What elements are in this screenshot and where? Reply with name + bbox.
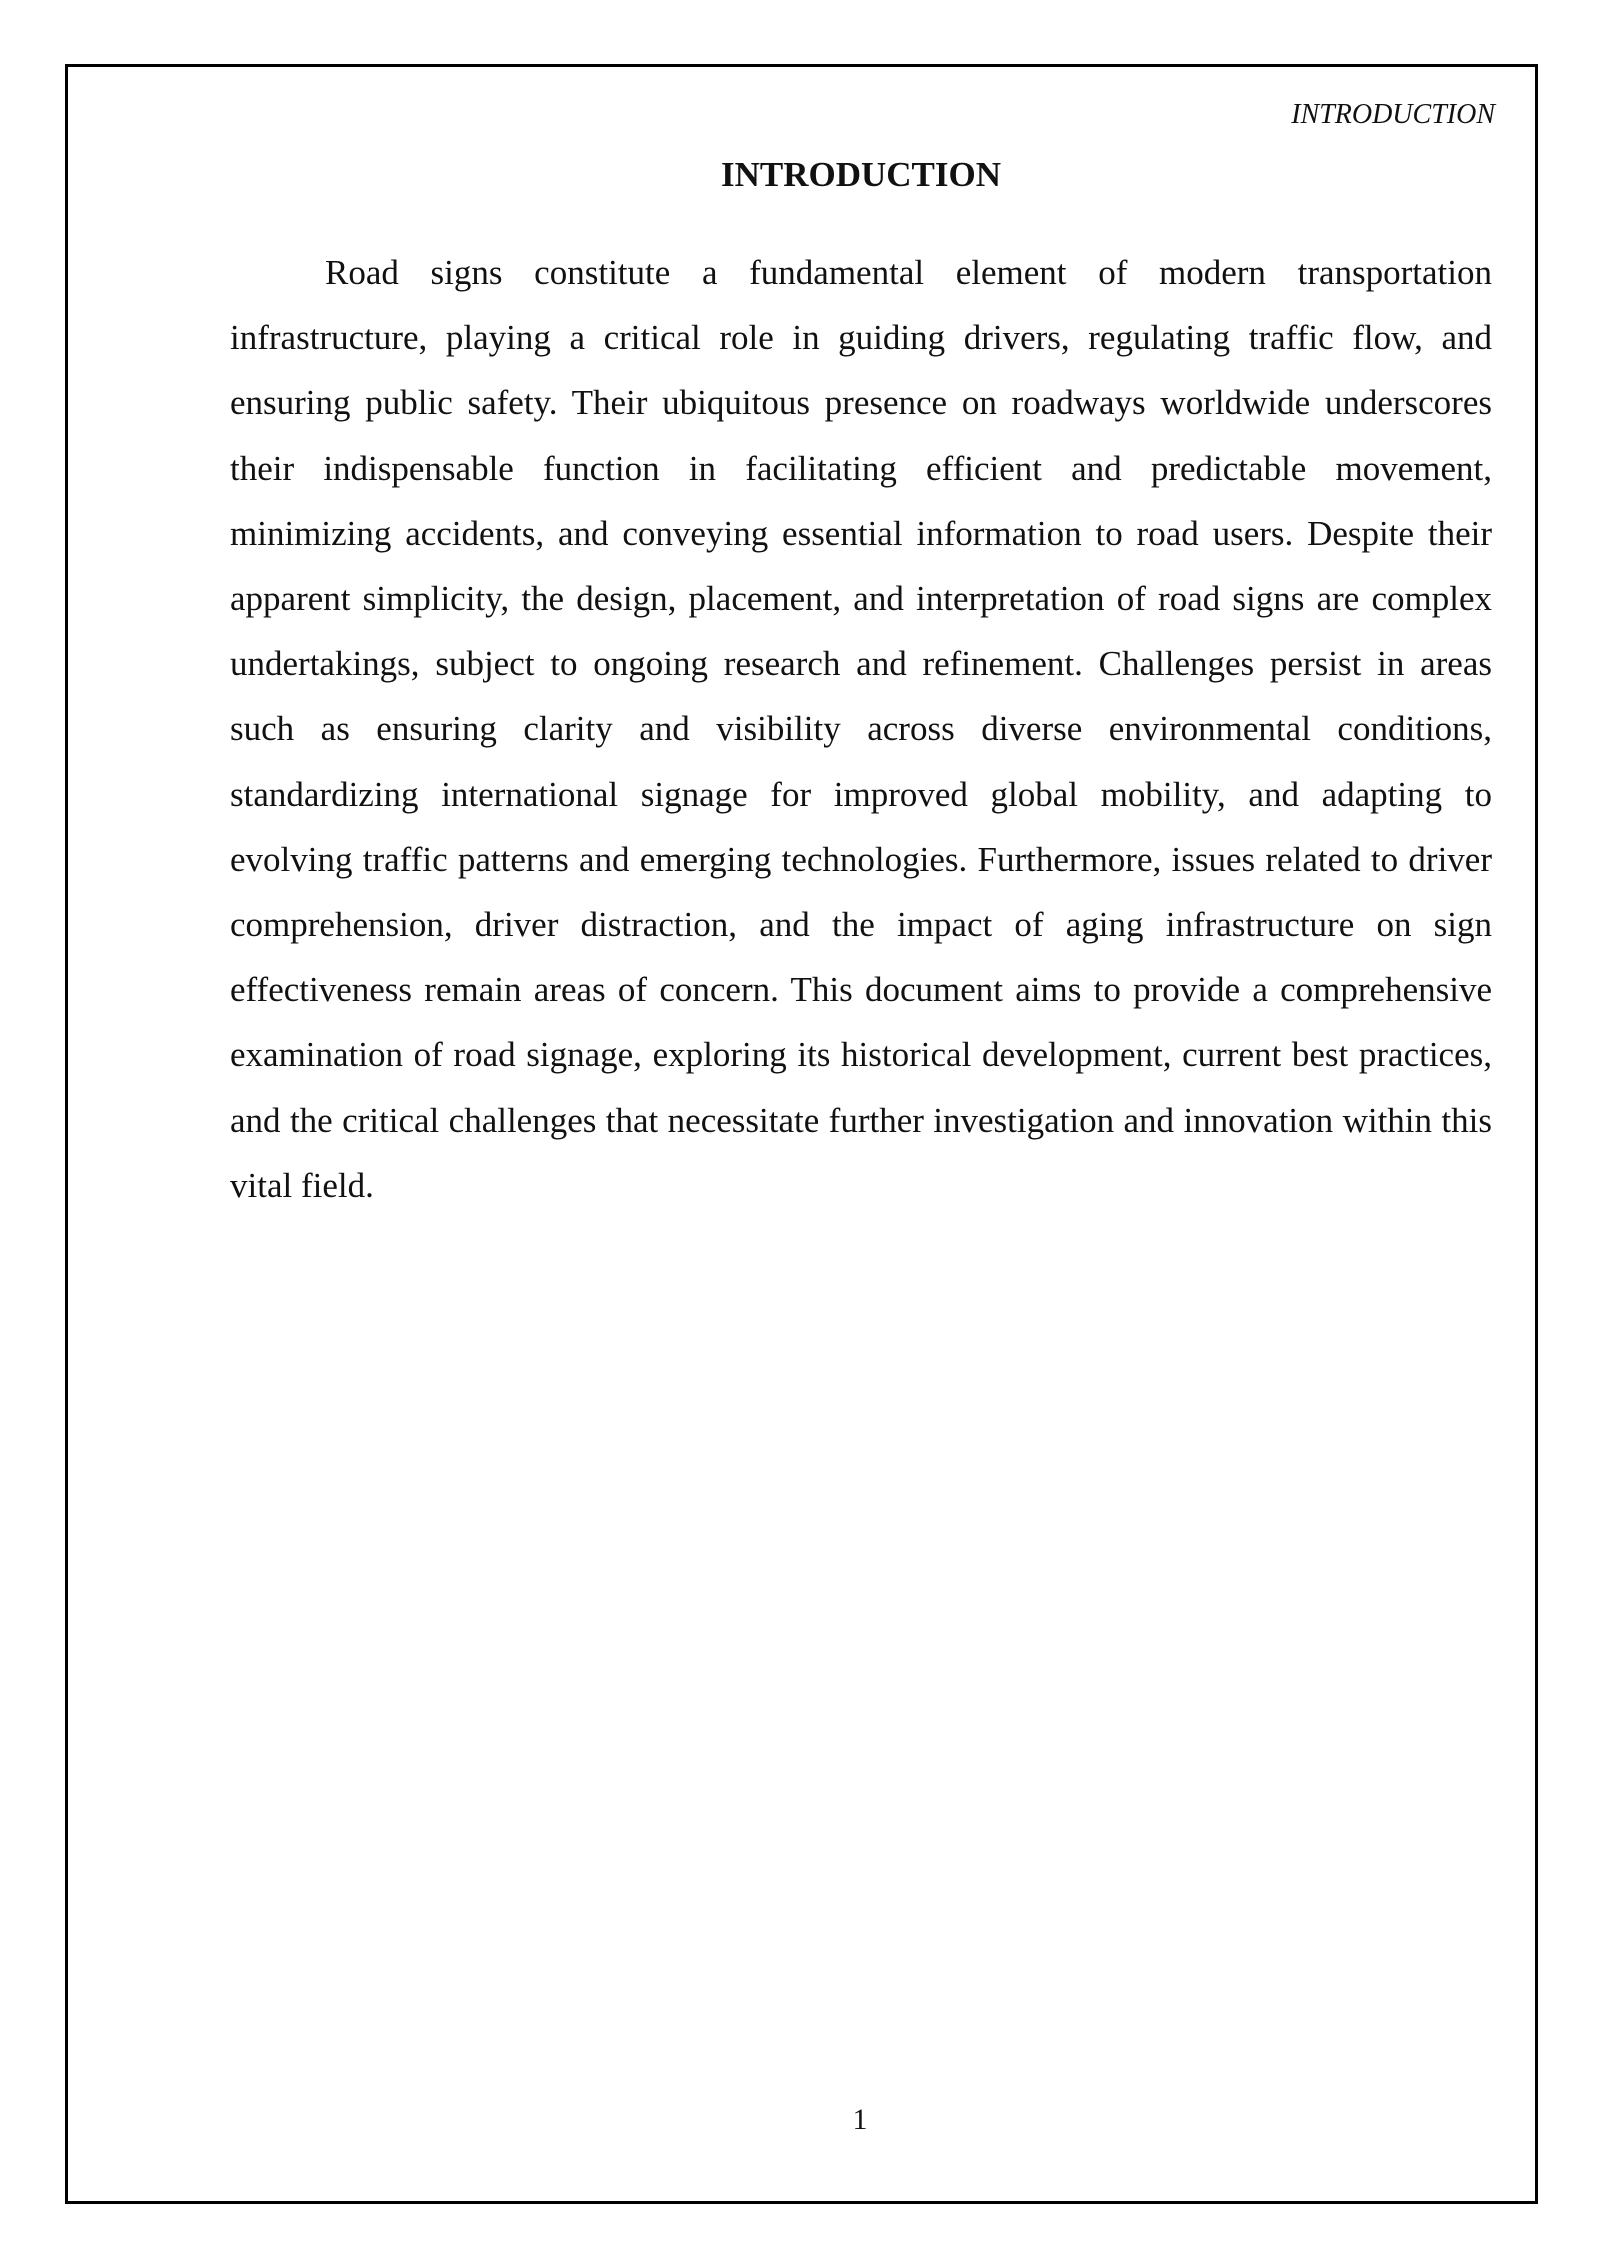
running-header: INTRODUCTION xyxy=(1291,99,1495,130)
page-number: 1 xyxy=(852,2103,868,2136)
document-title: INTRODUCTION xyxy=(720,155,1002,194)
body-paragraph: Road signs constitute a fundamental element of modern transportation infrastructure, playing a critical role in guiding drivers, regulating traffic flow, and ensuring public safety. Their ubiquitous presence on roadways worldwide underscores their indispensable function in facilitating efficient and predictable movement, minimizing accidents, and conveying essential information to road users. Despite their apparent simplicity, the design, placement, and interpretation of road signs are complex undertakings, subject to ongoing research and refinement. Challenges persist in areas such as ensuring clarity and visibility across diverse environmental conditions, standardizing international signage for improved global mobility, and adapting to evolving traffic patterns and emerging technologies. Furthermore, issues related to driver comprehension, driver distraction, and the impact of aging infrastructure on sign effectiveness remain areas of concern. This document aims to provide a comprehensive examination of road signage, exploring its historical development, current best practices, and the critical challenges that necessitate further investigation and innovation within this vital field. xyxy=(230,253,1492,1205)
